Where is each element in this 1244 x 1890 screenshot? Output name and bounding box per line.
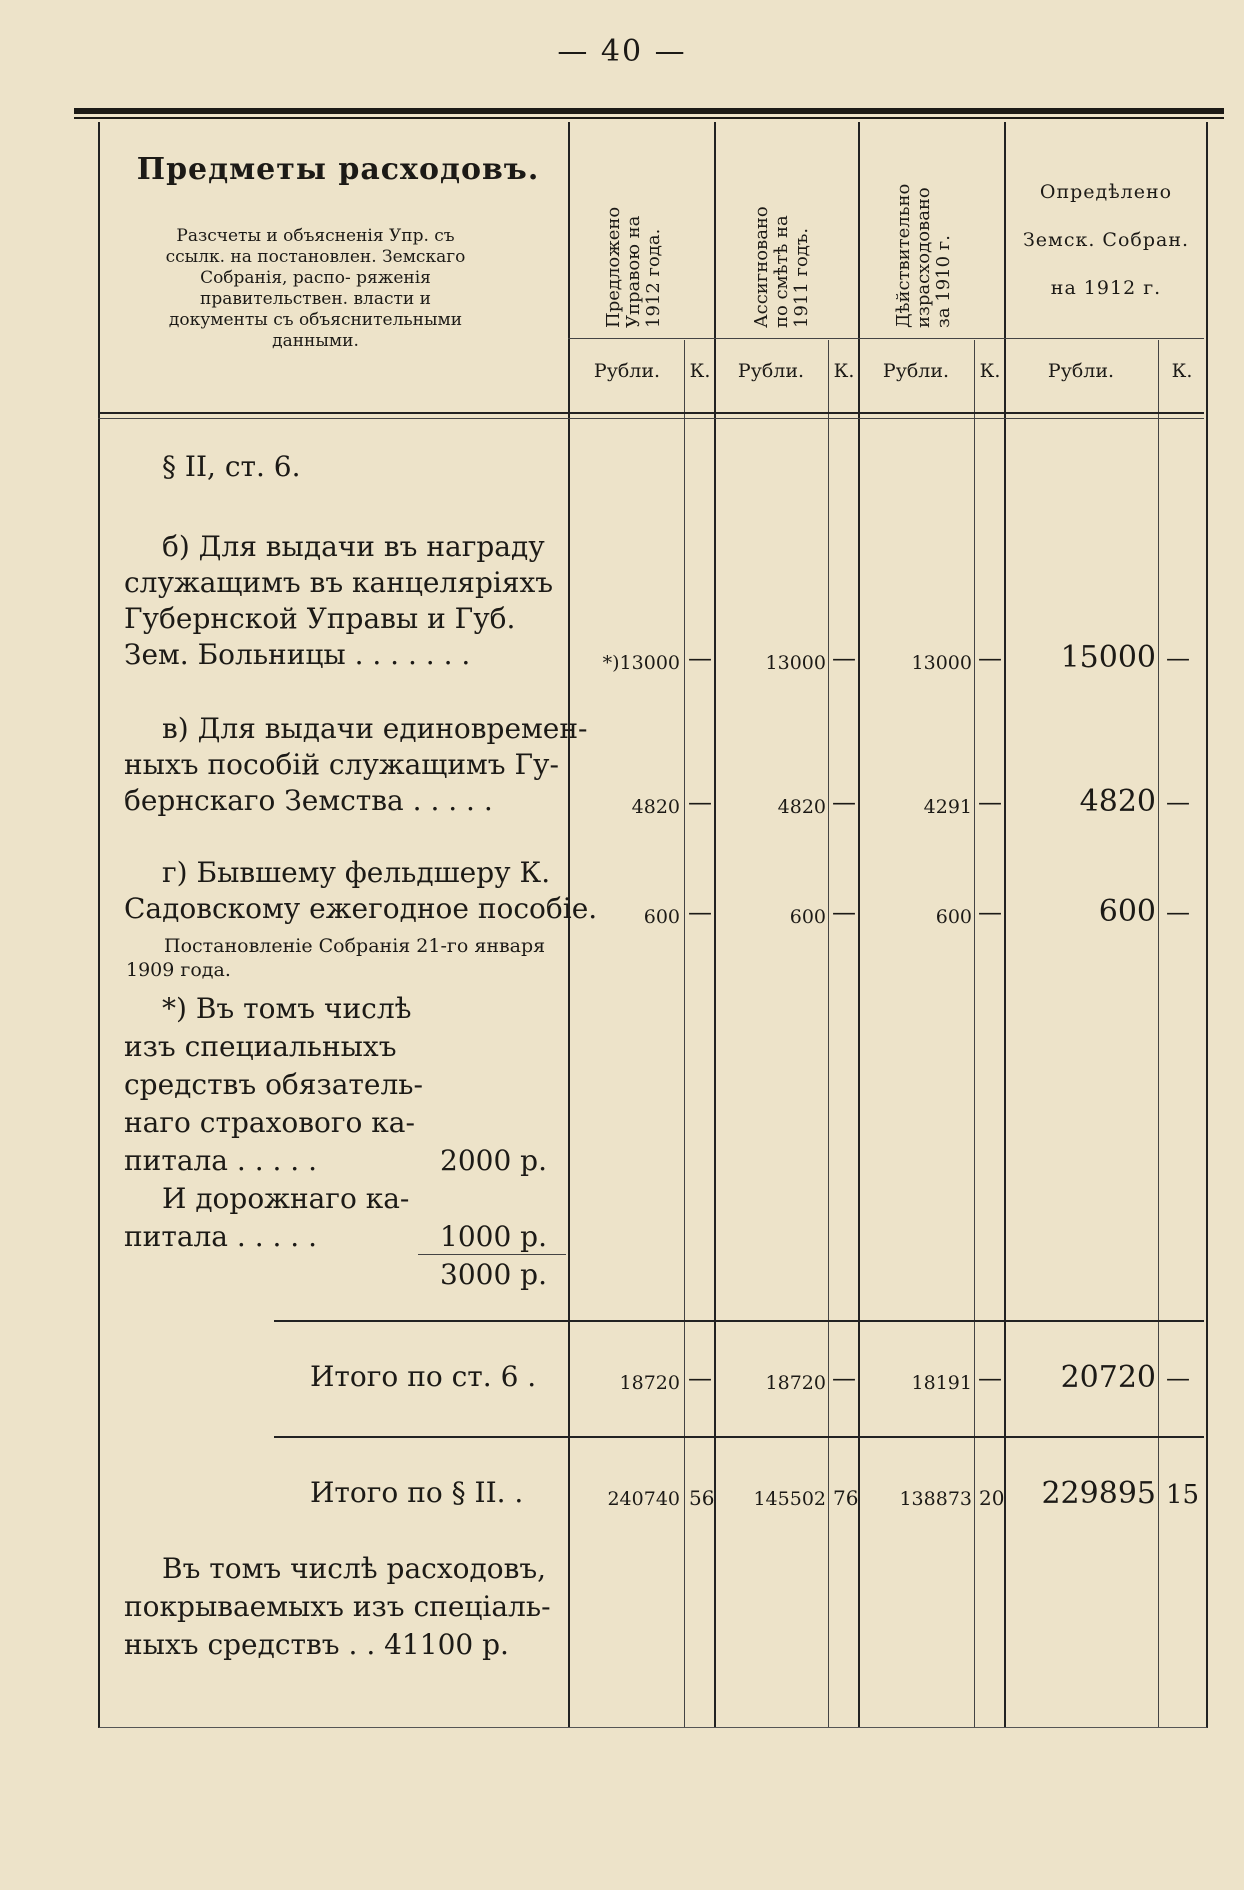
- footnote-total: 3000 р.: [440, 1258, 547, 1291]
- section-heading: § II, ст. 6.: [162, 450, 301, 483]
- header-proposed: Предложено Управою на 1912 года.: [603, 206, 664, 328]
- total-sec2-proposed: 240740: [607, 1488, 680, 1510]
- header-decided: Опредѣлено Земск. Собран. на 1912 г.: [1022, 181, 1190, 299]
- header-rule: [98, 412, 1204, 414]
- unit-kop-1: К.: [689, 360, 711, 382]
- item-g-spent-kop: —: [978, 898, 1002, 926]
- item-b-line3: Губернской Управы и Губ.: [124, 602, 516, 635]
- total-sec2-label: Итого по § II. .: [310, 1476, 524, 1509]
- header-assigned: Ассигновано по смѣтѣ на 1911 годъ.: [751, 206, 812, 328]
- total-sec2-spent: 138873: [899, 1488, 972, 1510]
- header-rule-thin: [98, 418, 1204, 419]
- item-g-decided: 600: [1098, 894, 1156, 929]
- page-number: — 40 —: [557, 34, 687, 69]
- total-st6-decided: 20720: [1060, 1360, 1156, 1395]
- footnote-line3: средствъ обязатель-: [124, 1068, 423, 1101]
- total-st6-proposed-kop: —: [688, 1364, 712, 1392]
- item-g-assigned: 600: [789, 906, 826, 928]
- item-v-decided: 4820: [1079, 784, 1156, 819]
- total-st6-label: Итого по ст. 6 .: [310, 1360, 537, 1393]
- item-g-spent: 600: [935, 906, 972, 928]
- item-b-decided: 15000: [1060, 640, 1156, 675]
- footnote-amount2: 1000 р.: [440, 1220, 547, 1253]
- top-rule-thin: [74, 117, 1224, 119]
- header-description: Разсчеты и объясненія Упр. съ ссылк. на постановлен. Земскаго Собранія, распо- ряженія правительствен. власти и документы съ объяснительными данными.: [165, 226, 466, 351]
- special-funds-line2: покрываемыхъ изъ спеціаль-: [124, 1590, 551, 1623]
- item-g-proposed: 600: [643, 906, 680, 928]
- col-divider-kop2: [828, 340, 829, 1727]
- item-g-note1: Постановленіе Собранія 21-го января: [164, 935, 546, 957]
- unit-rubles-3: Рубли.: [882, 360, 950, 382]
- item-v-assigned-kop: —: [832, 788, 856, 816]
- unit-rubles-2: Рубли.: [737, 360, 805, 382]
- total-sec2-decided-kop: 15: [1166, 1480, 1200, 1510]
- unit-kop-4: К.: [1171, 360, 1193, 382]
- header-spent: Дѣйствительно израсходовано за 1910 г.: [893, 183, 954, 328]
- total-sec2-spent-kop: 20: [979, 1486, 1005, 1510]
- item-v-line3: бернскаго Земства . . . . .: [124, 784, 493, 817]
- item-g-assigned-kop: —: [832, 898, 856, 926]
- item-b-assigned: 13000: [765, 652, 826, 674]
- footnote-line5: питала . . . . .: [124, 1144, 317, 1177]
- total-st6-proposed: 18720: [619, 1372, 680, 1394]
- footnote-line4: наго страхового ка-: [124, 1106, 415, 1139]
- item-v-spent: 4291: [923, 796, 972, 818]
- header-title: Предметы расходовъ.: [136, 152, 540, 187]
- item-b-proposed: *)13000: [602, 652, 680, 674]
- item-b-line4: Зем. Больницы . . . . . . .: [124, 638, 471, 671]
- total-st6-spent-kop: —: [978, 1364, 1002, 1392]
- item-b-line1: б) Для выдачи въ награду: [162, 530, 545, 563]
- footnote-line2: изъ специальныхъ: [124, 1030, 397, 1063]
- item-v-decided-kop: —: [1166, 788, 1190, 816]
- col-divider-kop4: [1158, 340, 1159, 1727]
- special-funds-line3: ныхъ средствъ . . 41100 р.: [124, 1628, 509, 1661]
- item-g-line1: г) Бывшему фельдшеру К.: [162, 856, 551, 889]
- footnote-line7: питала . . . . .: [124, 1220, 317, 1253]
- col-divider-kop1: [684, 340, 685, 1727]
- footnote-line6: И дорожнаго ка-: [162, 1182, 410, 1215]
- item-b-assigned-kop: —: [832, 644, 856, 672]
- unit-rubles-4: Рубли.: [1047, 360, 1115, 382]
- total-sec2-decided: 229895: [1041, 1476, 1156, 1511]
- total-sec2-assigned: 145502: [753, 1488, 826, 1510]
- item-g-note2: 1909 года.: [126, 959, 231, 981]
- unit-kop-2: К.: [833, 360, 855, 382]
- item-b-line2: служащимъ въ канцеляріяхъ: [124, 566, 554, 599]
- item-v-assigned: 4820: [777, 796, 826, 818]
- total2-rule: [274, 1436, 1204, 1438]
- item-b-spent: 13000: [911, 652, 972, 674]
- item-v-proposed-kop: —: [688, 788, 712, 816]
- total-st6-spent: 18191: [911, 1372, 972, 1394]
- item-g-proposed-kop: —: [688, 898, 712, 926]
- item-b-decided-kop: —: [1166, 644, 1190, 672]
- total-sec2-proposed-kop: 56: [689, 1486, 715, 1510]
- unit-kop-3: К.: [979, 360, 1001, 382]
- item-g-decided-kop: —: [1166, 898, 1190, 926]
- item-g-line2: Садовскому ежегодное пособіе.: [124, 892, 598, 925]
- unit-row-rule: [568, 338, 1204, 339]
- top-rule: [74, 108, 1224, 114]
- footnote-amount1: 2000 р.: [440, 1144, 547, 1177]
- item-v-proposed: 4820: [631, 796, 680, 818]
- total-st6-assigned: 18720: [765, 1372, 826, 1394]
- unit-rubles-1: Рубли.: [593, 360, 661, 382]
- total-st6-decided-kop: —: [1166, 1364, 1190, 1392]
- item-b-spent-kop: —: [978, 644, 1002, 672]
- total6-rule: [274, 1320, 1204, 1322]
- item-v-line1: в) Для выдачи единовремен-: [162, 712, 588, 745]
- col-divider-kop3: [974, 340, 975, 1727]
- total-sec2-assigned-kop: 76: [833, 1486, 859, 1510]
- item-v-line2: ныхъ пособій служащимъ Гу-: [124, 748, 559, 781]
- footnote-line1: *) Въ томъ числѣ: [162, 992, 412, 1025]
- total-st6-assigned-kop: —: [832, 1364, 856, 1392]
- item-b-proposed-kop: —: [688, 644, 712, 672]
- special-funds-line1: Въ томъ числѣ расходовъ,: [162, 1552, 547, 1585]
- item-v-spent-kop: —: [978, 788, 1002, 816]
